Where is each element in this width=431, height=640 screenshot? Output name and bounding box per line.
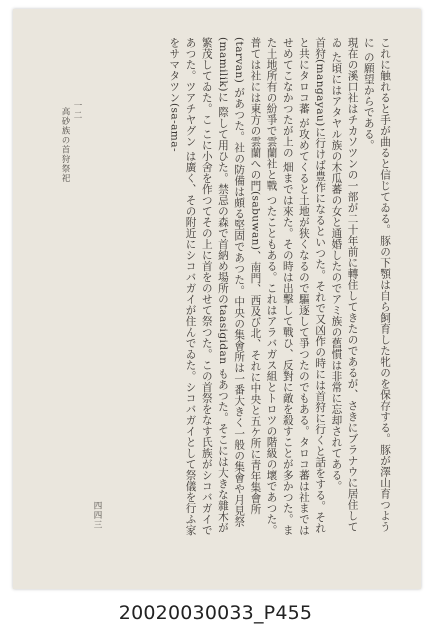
paragraph-4: 普ては社には東方の雲蘭への門(sabuwan)、南門、西及び北、それに中央と五ケ所に青年集會所(tarvan) があつた。社の防備は頗る堅固であつた。中央の集會所は一番大きく一般の集會や月見祭(mamilik)に 際して用ひた。禁忌の森で首納め場所のtaasigidan もあつた。そこには大きな雜木が繁茂してゐた。こ こに小舍を作つてその上に首をのせて祭つた。この首祭をなす氏族がシコバガイであつた。ツアチヤグン は廣く、その附近にシコバガイが住んでゐた。シコバガイとして祭儀を行ふ家をサマタツン(sa-ama- (168, 37, 262, 536)
page-number: 四四三 (92, 501, 102, 530)
chapter-number: 一二 (72, 101, 82, 120)
body-text (43, 37, 393, 537)
paragraph-1: これに触れると手が曲ると信じてゐる。豚の下顎は自ら飼育した牝のを保存する。豚が澤山育つように の願望からである。 (362, 37, 391, 532)
book-page (13, 9, 421, 589)
running-head (59, 101, 83, 183)
chapter-title: 高砂族の首狩祭祀 (60, 107, 70, 183)
paragraph-2: 現在の溪口社はチカソツンの一部が二十年前に轉住してきたのであるが、さきにブラナウに居住してゐ た頃にはアタヤル族の木瓜蕃の女と通婚したのでアミ族の舊慣は非常に忘却されてある。 (330, 37, 359, 532)
image-id-caption: 20020030033_P455 (118, 602, 313, 624)
paragraph-3: 首狩(mangayau)に行けば豊作になるといつた。それで又凶作の時には首狩に行くと話をする。それと共にタロコ蕃 が攻めてくると土地が狭くなるので驅逐して爭つたのでもある。タロコ蕃は社まではせめてこなかつたが上の 畑までは來た。その時は出擊して戰ひ、反對に敵を殺すことが多かつた。また土地所有の紛爭で雲蘭社と戰 つたこともある。これはアラバガス組とトロツの階級の壞であつた。 (265, 37, 327, 536)
